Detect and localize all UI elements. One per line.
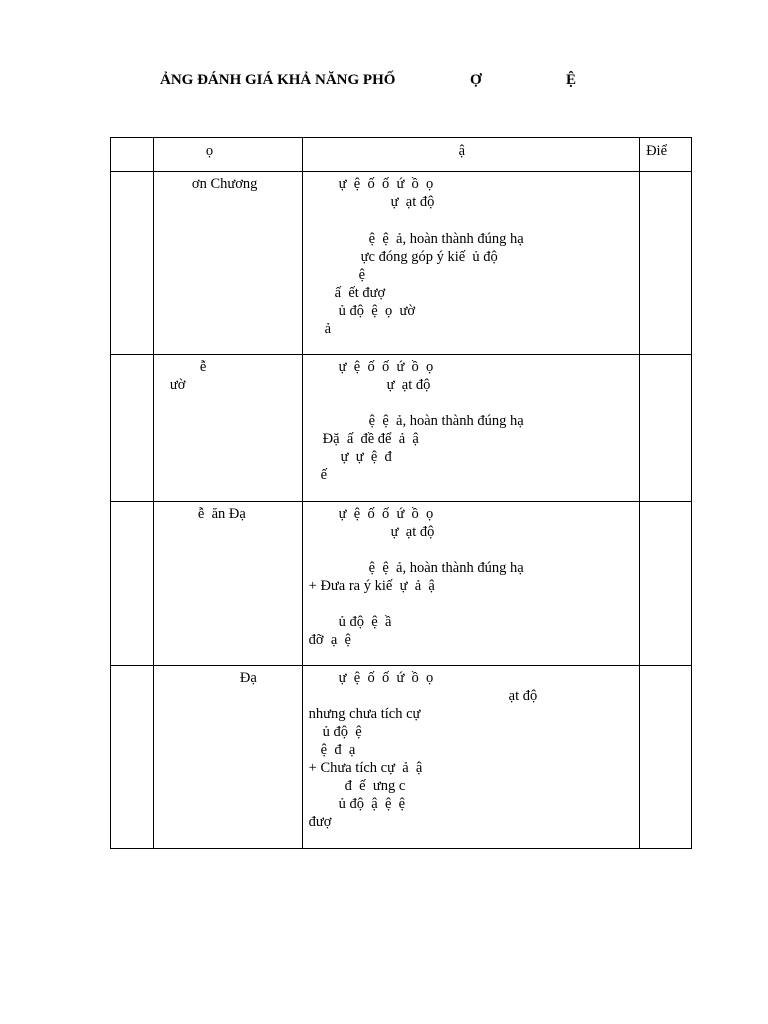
- content-line: ự ệ ố ố ứ ồ ọ: [338, 176, 434, 192]
- title-part-3: Ệ: [566, 72, 577, 88]
- header-index-cell: [111, 138, 154, 172]
- header-content-cell: [302, 138, 639, 172]
- content-line: ự ệ ố ố ứ ồ ọ: [338, 670, 434, 686]
- content-line: + Chưa tích cự ả ậ: [308, 760, 423, 776]
- title-part-2: Ợ: [470, 72, 482, 88]
- content-line: ệ ệ ả, hoàn thành đúng hạ: [368, 413, 524, 429]
- header-score-label: Điể: [646, 143, 667, 159]
- evaluation-table: [110, 137, 692, 849]
- content-line: ực đóng góp ý kiế ủ độ: [360, 249, 498, 265]
- row-score-cell: [640, 172, 692, 355]
- content-line: ự ạt độ: [386, 377, 431, 393]
- row-name-cell: [153, 172, 302, 355]
- member-name-line: ơn Chương: [191, 176, 258, 192]
- member-name-line: Đạ: [239, 670, 257, 686]
- row-score-cell: [640, 502, 692, 666]
- content-line: đ ế ưng c: [344, 778, 406, 794]
- row-name-cell: [153, 666, 302, 849]
- header-content-label: ậ: [458, 143, 466, 159]
- content-line: ự ạt độ: [390, 524, 435, 540]
- content-line: ủ độ ệ ầ: [338, 614, 392, 630]
- row-index-cell: [111, 502, 154, 666]
- row-content-cell: [302, 172, 639, 355]
- content-line: ự ự ệ đ: [340, 449, 392, 465]
- table-row: [111, 666, 692, 849]
- row-index-cell: [111, 355, 154, 502]
- row-content-cell: [302, 355, 639, 502]
- content-line: ự ệ ố ố ứ ồ ọ: [338, 359, 434, 375]
- content-line: ệ ệ ả, hoàn thành đúng hạ: [368, 231, 524, 247]
- content-line: đượ: [308, 814, 332, 830]
- row-content-cell: [302, 666, 639, 849]
- table-row: [111, 355, 692, 502]
- title-part-1: ẢNG ĐÁNH GIÁ KHẢ NĂNG PHỐ: [160, 72, 396, 88]
- row-name-cell: [153, 355, 302, 502]
- content-line: ệ ệ ả, hoàn thành đúng hạ: [368, 560, 524, 576]
- row-score-cell: [640, 355, 692, 502]
- row-score-cell: [640, 666, 692, 849]
- content-line: ệ đ ạ: [320, 742, 356, 758]
- row-name-cell: [153, 502, 302, 666]
- member-name-line: ườ: [169, 377, 186, 393]
- content-line: ủ độ ệ ọ ườ: [338, 303, 415, 319]
- content-line: ủ độ ậ ệ ệ: [338, 796, 406, 812]
- row-index-cell: [111, 172, 154, 355]
- content-line: ạt độ: [508, 688, 538, 704]
- member-name-line: ễ ăn Đạ: [197, 506, 246, 522]
- row-index-cell: [111, 666, 154, 849]
- content-line: ệ: [358, 267, 366, 283]
- table-header-row: [111, 138, 692, 172]
- content-line: đỡ ạ ệ: [308, 632, 351, 648]
- content-line: nhưng chưa tích cự: [308, 706, 421, 722]
- content-line: ả: [324, 321, 332, 337]
- table-row: [111, 502, 692, 666]
- member-name-line: ễ: [199, 359, 207, 375]
- content-line: ự ạt độ: [390, 194, 435, 210]
- document-title: [0, 72, 768, 140]
- header-score-cell: [640, 138, 692, 172]
- row-content-cell: [302, 502, 639, 666]
- content-line: ủ độ ệ: [322, 724, 362, 740]
- content-line: ấ ết đượ: [334, 285, 386, 301]
- content-line: ế: [320, 467, 328, 483]
- table-row: [111, 172, 692, 355]
- header-name-cell: [153, 138, 302, 172]
- content-line: ự ệ ố ố ứ ồ ọ: [338, 506, 434, 522]
- content-line: Đặ ấ đề để ả ậ: [322, 431, 419, 447]
- content-line: + Đưa ra ý kiế ự ả ậ: [308, 578, 435, 594]
- header-name-label: ọ: [205, 143, 214, 159]
